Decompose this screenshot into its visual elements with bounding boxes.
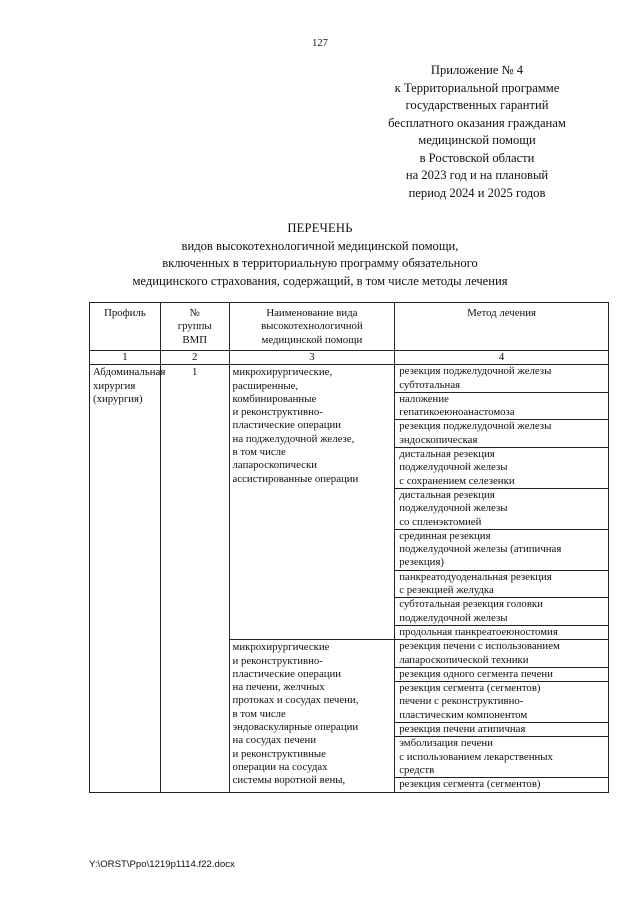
appendix-line: медицинской помощи <box>418 133 536 147</box>
col-number: 4 <box>395 351 609 365</box>
method-item: срединная резекция поджелудочной железы (атипичная резекция) <box>395 530 608 571</box>
col-number: 3 <box>229 351 395 365</box>
method-item: дистальная резекция поджелудочной железы со спленэктомией <box>395 489 608 530</box>
appendix-line: к Территориальной программе <box>394 80 560 95</box>
vmp-name-cell: микрохирургические и реконструктивно- пластические операции на печени, желчных протоках и сосудах печени, в том числе эндоваскулярные операции на сосудах печени и реконструктивные операции на сосудах системы воротной вены, <box>229 640 395 792</box>
page-number: 127 <box>312 38 328 49</box>
appendix-line: бесплатного оказания гражданам <box>388 115 566 130</box>
appendix-header <box>352 62 602 202</box>
header-name: Наименование вида высокотехнологичной медицинской помощи <box>229 303 395 351</box>
method-item: субтотальная резекция головки поджелудочной железы <box>395 598 608 626</box>
vmp-group-cell: 1 <box>160 365 229 792</box>
vmp-table <box>89 302 609 793</box>
table-header-row <box>90 303 609 351</box>
method-item: продольная панкреатоеюностомия <box>399 625 558 638</box>
header-profile: Профиль <box>90 303 161 351</box>
appendix-line: в Ростовской области <box>419 150 535 165</box>
title-heading: ПЕРЕЧЕНЬ <box>287 221 353 235</box>
method-item: резекция печени с использованием лапароскопической техники <box>395 640 608 668</box>
method-item: резекция поджелудочной железы субтотальная <box>395 365 608 393</box>
method-item: резекция поджелудочной железы эндоскопическая <box>395 420 608 448</box>
col-number: 2 <box>160 351 229 365</box>
method-item: дистальная резекция поджелудочной железы с сохранением селезенки <box>395 448 608 489</box>
methods-cell <box>395 365 609 640</box>
method-item: резекция сегмента (сегментов) печени с реконструктивно- пластическим компонентом <box>395 682 608 723</box>
method-item: резекция печени атипичная <box>395 723 608 737</box>
title-line: видов высокотехнологичной медицинской помощи, <box>181 238 459 253</box>
appendix-line: на 2023 год и на плановый <box>405 168 549 182</box>
vmp-name-cell: микрохирургические, расширенные, комбинированные и реконструктивно- пластические операции на поджелудочной железе, в том числе лапароскопически ассистированные операции <box>229 365 395 640</box>
method-item: эмболизация печени с использованием лекарственных средств <box>395 737 608 778</box>
method-item: резекция сегмента (сегментов) <box>399 778 541 791</box>
appendix-line: Приложение № 4 <box>430 63 524 77</box>
column-numbers-row <box>90 351 609 365</box>
profile-cell: Абдоминальная хирургия (хирургия) <box>90 365 161 792</box>
method-item: наложение гепатикоеюноанастомоза <box>395 393 608 421</box>
footer-file-path: Y:\ORST\Ppo\1219p1114.f22.docx <box>89 859 235 870</box>
appendix-line: период 2024 и 2025 годов <box>408 185 546 200</box>
col-number: 1 <box>90 351 161 365</box>
appendix-line: государственных гарантий <box>405 98 549 112</box>
method-item: резекция одного сегмента печени <box>395 668 608 682</box>
title-line: включенных в территориальную программу обязательного <box>162 256 478 270</box>
header-group: № группы ВМП <box>160 303 229 351</box>
document-title <box>0 220 640 290</box>
methods-cell <box>395 640 609 792</box>
title-line: медицинского страхования, содержащий, в том числе методы лечения <box>132 273 508 288</box>
header-method: Метод лечения <box>395 303 609 351</box>
method-item: панкреатодуоденальная резекция с резекцией желудка <box>395 571 608 599</box>
table-row <box>90 365 609 640</box>
